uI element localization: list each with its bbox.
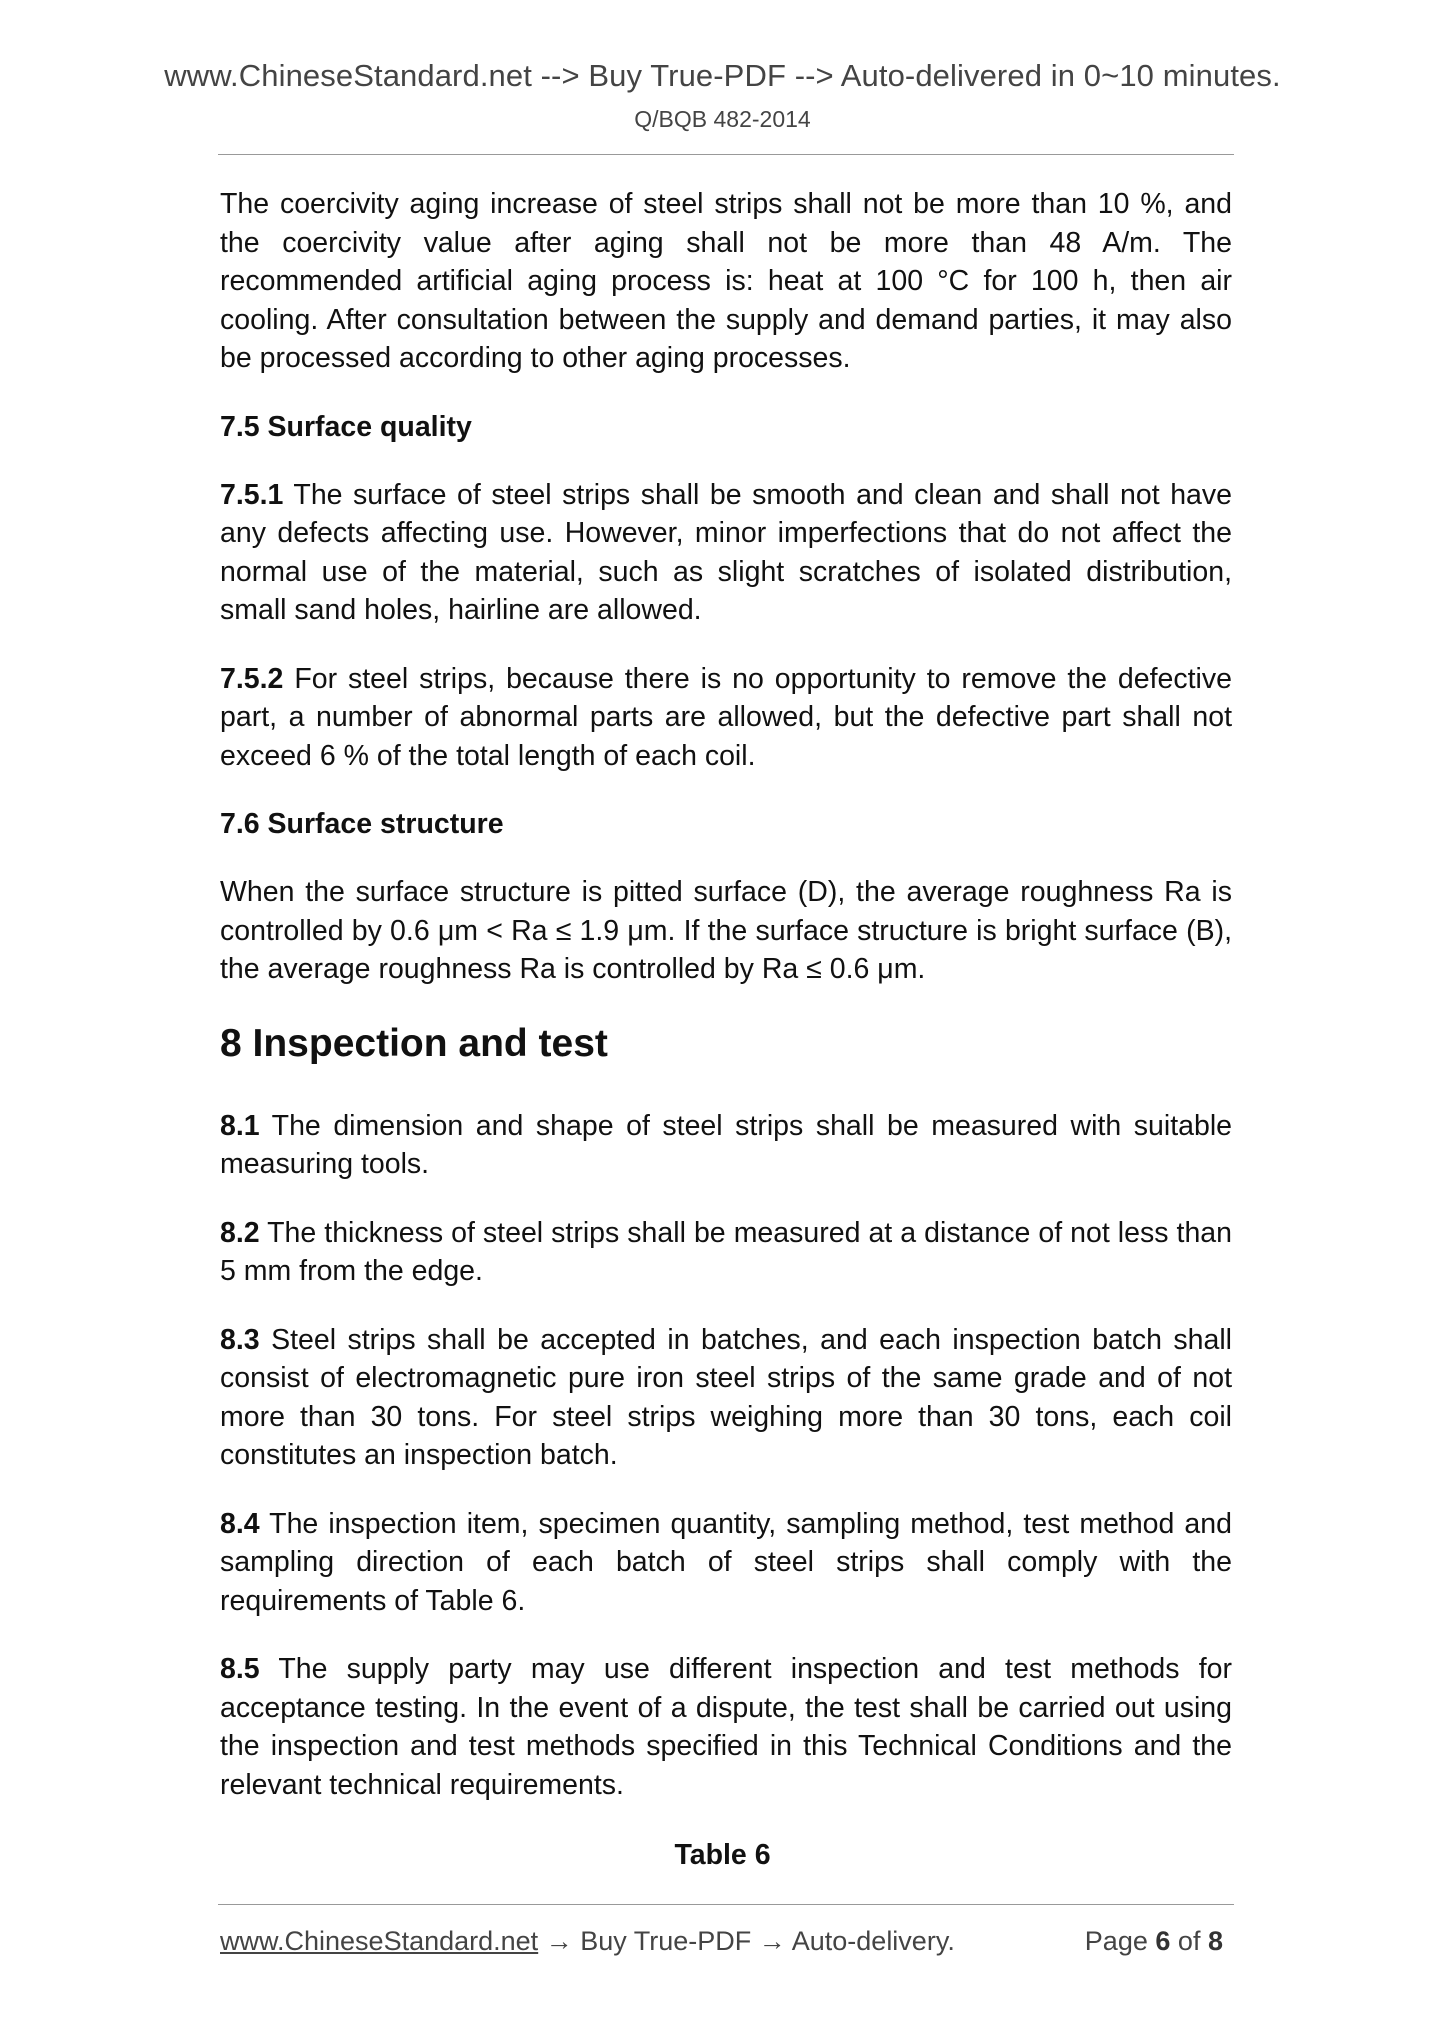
clause-7-5-1 bbox=[220, 476, 1232, 630]
paragraph-surface-structure: When the surface structure is pitted surface (D), the average roughness Ra is controlled by 0.6 μm < Ra ≤ 1.9 μm. If the surface structure is bright surface (B), the average roughness Ra is controlled by Ra ≤ 0.6 μm. bbox=[220, 876, 1232, 985]
clause-number: 7.5.1 bbox=[220, 478, 284, 511]
clause-7-5-2 bbox=[220, 660, 1232, 776]
clause-8-3 bbox=[220, 1321, 1232, 1475]
document-body bbox=[220, 185, 1232, 1834]
clause-number: 7.5.2 bbox=[220, 662, 284, 695]
clause-number: 8.2 bbox=[220, 1216, 260, 1249]
header-divider bbox=[218, 154, 1234, 155]
document-code: Q/BQB 482-2014 bbox=[634, 106, 811, 132]
clause-text: The thickness of steel strips shall be measured at a distance of not less than 5 mm from the edge. bbox=[220, 1216, 1232, 1287]
clause-8-4 bbox=[220, 1505, 1232, 1621]
footer-link[interactable]: www.ChineseStandard.net bbox=[220, 1926, 539, 1956]
clause-text: The inspection item, specimen quantity, sampling method, test method and sampling direction of each batch of steel strips shall comply with the requirements of Table 6. bbox=[220, 1507, 1232, 1617]
heading-7-6: 7.6 Surface structure bbox=[220, 808, 504, 840]
clause-text: For steel strips, because there is no opportunity to remove the defective part, a number of abnormal parts are allowed, but the defective part shall not exceed 6 % of the total length of each coil. bbox=[220, 662, 1232, 772]
footer-divider bbox=[218, 1904, 1234, 1905]
clause-8-5 bbox=[220, 1650, 1232, 1804]
top-banner[interactable]: www.ChineseStandard.net --> Buy True-PDF --> Auto-delivered in 0~10 minutes. bbox=[164, 58, 1281, 93]
clause-number: 8.1 bbox=[220, 1109, 260, 1142]
clause-number: 8.3 bbox=[220, 1323, 260, 1356]
clause-text: Steel strips shall be accepted in batches, and each inspection batch shall consist of electromagnetic pure iron steel strips of the same grade and of not more than 30 tons. For steel strips weighing more than 30 tons, each coil constitutes an inspection batch. bbox=[220, 1323, 1232, 1471]
clause-text: The supply party may use different inspection and test methods for acceptance testing. In the event of a dispute, the test shall be carried out using the inspection and test methods specified in this Technical Conditions and the relevant technical requirements. bbox=[220, 1653, 1232, 1801]
page-indicator bbox=[1085, 1926, 1223, 1957]
clause-text: The surface of steel strips shall be smooth and clean and shall not have any defects affecting use. However, minor imperfections that do not affect the normal use of the material, such as slight scratches of isolated distribution, small sand holes, hairline are allowed. bbox=[220, 478, 1232, 626]
page-label: Page bbox=[1084, 1926, 1148, 1956]
clause-8-2 bbox=[220, 1214, 1232, 1291]
page-number: 6 bbox=[1155, 1926, 1171, 1956]
clause-number: 8.5 bbox=[220, 1653, 260, 1685]
clause-8-1 bbox=[220, 1107, 1232, 1184]
table-caption: Table 6 bbox=[674, 1839, 771, 1871]
page-total: 8 bbox=[1207, 1926, 1223, 1956]
footer-promo bbox=[220, 1926, 955, 1957]
page-of-label: of bbox=[1177, 1926, 1201, 1956]
clause-text: The dimension and shape of steel strips shall be measured with suitable measuring tools. bbox=[220, 1109, 1232, 1180]
clause-number: 8.4 bbox=[220, 1507, 260, 1540]
paragraph-coercivity-aging: The coercivity aging increase of steel strips shall not be more than 10 %, and the coercivity value after aging shall not be more than 48 A/m. The recommended artificial aging process is: heat at 100 °C for 100 h, then air cooling. After consultation between the supply and demand parties, it may also be processed according to other aging processes. bbox=[220, 188, 1232, 374]
heading-8: 8 Inspection and test bbox=[220, 1021, 608, 1065]
footer-promo-text: → Buy True-PDF → Auto-delivery. bbox=[538, 1926, 955, 1956]
heading-7-5: 7.5 Surface quality bbox=[220, 410, 472, 443]
